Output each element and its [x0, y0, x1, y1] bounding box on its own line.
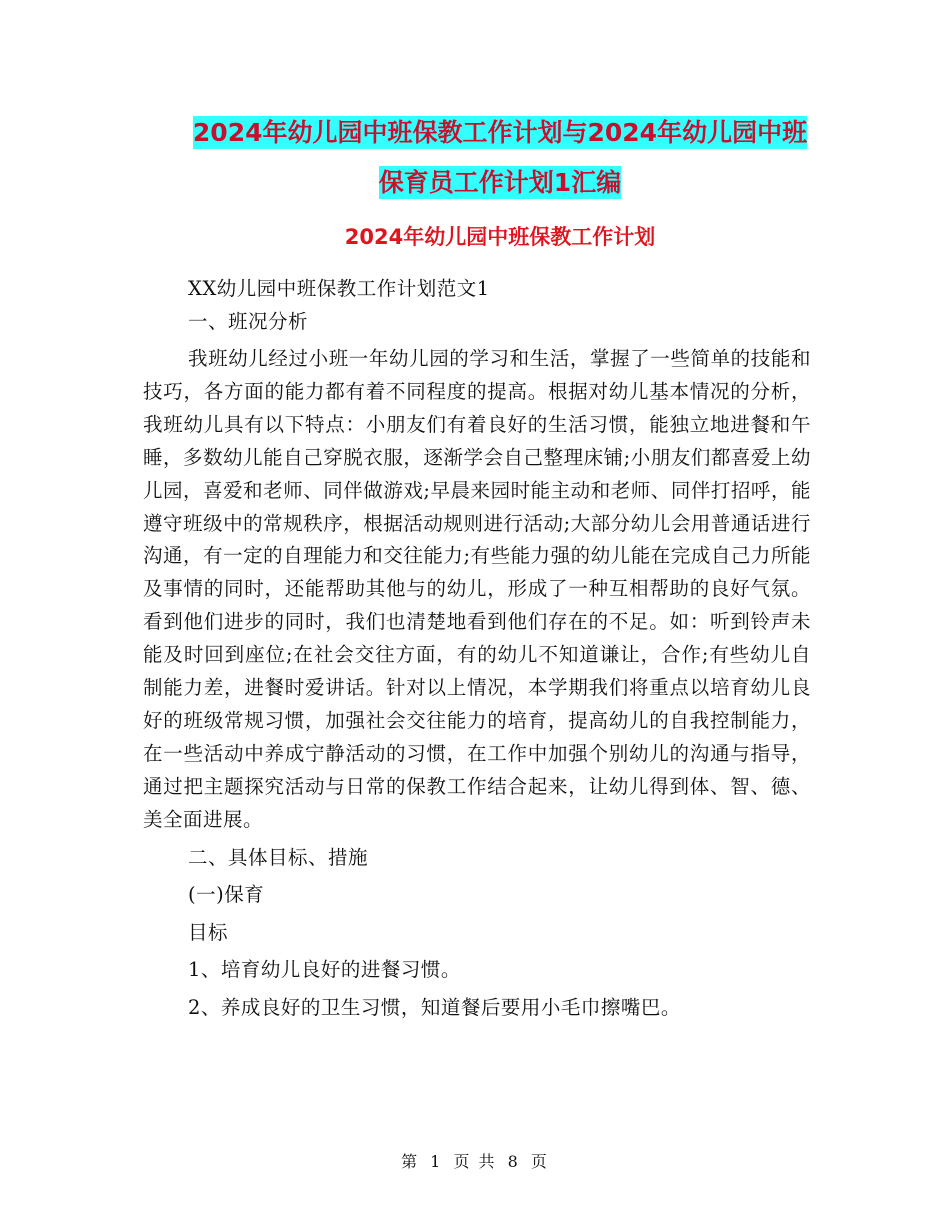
- footer-middle: 页 共: [453, 1152, 497, 1171]
- paragraph-class-analysis: 我班幼儿经过小班一年幼儿园的学习和生活，掌握了一些简单的技能和技巧，各方面的能力都有着不同程度的提高。根据对幼儿基本情况的分析，我班幼儿具有以下特点：小朋友们有着良好的生活习惯，能独立地进餐和午睡，多数幼儿能自己穿脱衣服，逐渐学会自己整理床铺;小朋友们都喜爱上幼儿园，喜爱和老师、同伴做游戏;早晨来园时能主动和老师、同伴打招呼，能遵守班级中的常规秩序，根据活动规则进行活动;大部分幼儿会用普通话进行沟通，有一定的自理能力和交往能力;有些能力强的幼儿能在完成自己力所能及事情的同时，还能帮助其他与的幼儿，形成了一种互相帮助的良好气氛。看到他们进步的同时，我们也清楚地看到他们存在的不足。如：听到铃声未能及时回到座位;在社会交往方面，有的幼儿不知道谦让，合作;有些幼儿自制能力差，进餐时爱讲话。针对以上情况，本学期我们将重点以培育幼儿良好的班级常规习惯，加强社会交往能力的培育，提高幼儿的自我控制能力，在一些活动中养成宁静活动的习惯，在工作中加强个别幼儿的沟通与指导，通过把主题探究活动与日常的保教工作结合起来，让幼儿得到体、智、德、美全面进展。: [143, 347, 811, 831]
- footer-prefix: 第: [401, 1152, 420, 1171]
- subtitle: XX幼儿园中班保教工作计划范文1: [188, 277, 490, 300]
- heading-goals: 目标: [188, 920, 229, 944]
- footer-page-total: 8: [507, 1152, 520, 1171]
- section-title: 2024年幼儿园中班保教工作计划: [344, 225, 656, 249]
- list-item: 1、培育幼儿良好的进餐习惯。: [188, 958, 461, 982]
- document-body: [143, 273, 811, 1024]
- footer-suffix: 页: [530, 1152, 549, 1171]
- document-title: [140, 108, 860, 208]
- heading-class-analysis: 一、班况分析: [188, 309, 309, 333]
- heading-goals-measures: 二、具体目标、措施: [188, 845, 369, 869]
- list-item: 2、养成良好的卫生习惯，知道餐后要用小毛巾擦嘴巴。: [188, 995, 681, 1019]
- footer-page-current: 1: [430, 1152, 443, 1171]
- page-footer: [0, 1150, 950, 1174]
- title-line-2: 保育员工作计划1汇编: [378, 168, 622, 197]
- title-line-1: 2024年幼儿园中班保教工作计划与2024年幼儿园中班: [192, 118, 808, 147]
- heading-care: (一)保育: [188, 883, 265, 907]
